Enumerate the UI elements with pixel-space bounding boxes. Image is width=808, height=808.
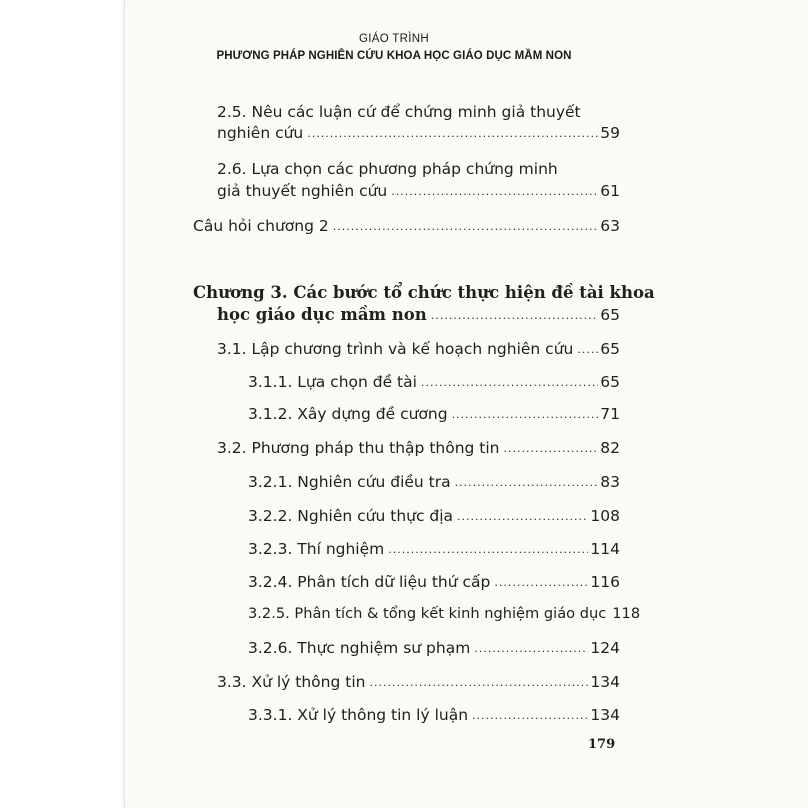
toc-page-number: 63 bbox=[600, 217, 620, 235]
toc-entry-title: 3.2.1. Nghiên cứu điều tra bbox=[248, 473, 451, 491]
toc-entry-title: 3.1. Lập chương trình và kế hoạch nghiên cứu bbox=[217, 340, 574, 358]
running-head-subtitle: PHƯƠNG PHÁP NGHIÊN CỨU KHOA HỌC GIÁO DỤC MẦM NON bbox=[216, 50, 572, 62]
running-head-title: GIÁO TRÌNH bbox=[359, 33, 429, 45]
toc-entry-title: 3.2.2. Nghiên cứu thực địa bbox=[248, 507, 454, 525]
toc-entry-title: 3.1.1. Lựa chọn đề tài bbox=[248, 373, 417, 391]
toc-entry-title: 3.2.4. Phân tích dữ liệu thứ cấp bbox=[248, 573, 491, 591]
leader-dots bbox=[421, 376, 598, 389]
toc-entry-title: học giáo dục mầm non bbox=[217, 305, 427, 324]
toc-entry-questions-ch2 bbox=[193, 217, 620, 235]
toc-chapter-3 bbox=[217, 305, 620, 324]
toc-entry-title: 3.3. Xử lý thông tin bbox=[217, 673, 366, 691]
toc-entry-3-3-1 bbox=[248, 706, 620, 724]
toc-entry-3-2-5 bbox=[248, 605, 641, 622]
leader-dots bbox=[494, 576, 588, 589]
toc-page-number: 61 bbox=[600, 182, 620, 200]
toc-page-number: 83 bbox=[600, 473, 620, 491]
toc-entry-3-2-4 bbox=[248, 573, 620, 591]
toc-entry-2-6 bbox=[217, 182, 620, 200]
toc-entry-title: 3.2.5. Phân tích & tổng kết kinh nghiệm giáo dục bbox=[248, 605, 607, 622]
toc-page-number: 134 bbox=[590, 673, 620, 691]
toc-entry-3-1-1 bbox=[248, 373, 620, 391]
toc-page-number: 114 bbox=[590, 540, 620, 558]
toc-entry-2-5 bbox=[217, 124, 620, 142]
toc-page-number: 108 bbox=[590, 507, 620, 525]
leader-dots bbox=[452, 408, 599, 421]
toc-page-number: 124 bbox=[590, 639, 620, 657]
leader-dots bbox=[457, 510, 588, 523]
leader-dots bbox=[391, 185, 598, 198]
toc-entry-title: 3.3.1. Xử lý thông tin lý luận bbox=[248, 706, 469, 724]
leader-dots bbox=[472, 709, 588, 722]
toc-page-number: 71 bbox=[600, 405, 620, 423]
toc-entry-3-1-2 bbox=[248, 405, 620, 423]
toc-page-number: 116 bbox=[590, 573, 620, 591]
toc-entry-title: 3.2. Phương pháp thu thập thông tin bbox=[217, 439, 500, 457]
toc-entry-title: giả thuyết nghiên cứu bbox=[217, 182, 388, 200]
toc-entry-title: 3.1.2. Xây dựng đề cương bbox=[248, 405, 448, 423]
leader-dots bbox=[455, 476, 599, 489]
toc-page-number: 65 bbox=[600, 306, 620, 324]
toc-entry-3-2-6 bbox=[248, 639, 620, 657]
leader-dots bbox=[577, 343, 598, 356]
toc-entry-title: 3.2.6. Thực nghiệm sư phạm bbox=[248, 639, 471, 657]
toc-page-number: 65 bbox=[600, 340, 620, 358]
toc-entry-title: 3.2.3. Thí nghiệm bbox=[248, 540, 385, 558]
leader-dots bbox=[431, 309, 599, 322]
toc-page-number: 82 bbox=[600, 439, 620, 457]
leader-dots bbox=[474, 642, 588, 655]
toc-entry-2-6-line1: 2.6. Lựa chọn các phương pháp chứng minh bbox=[217, 160, 558, 178]
leader-dots bbox=[307, 127, 598, 140]
leader-dots bbox=[388, 543, 588, 556]
toc-entry-2-5-line1: 2.5. Nêu các luận cứ để chứng minh giả thuyết bbox=[217, 103, 581, 121]
toc-entry-3-2-3 bbox=[248, 540, 620, 558]
toc-entry-3-2 bbox=[217, 439, 620, 457]
toc-entry-title: nghiên cứu bbox=[217, 124, 304, 142]
toc-entry-title: Câu hỏi chương 2 bbox=[193, 217, 329, 235]
toc-page-number: 65 bbox=[600, 373, 620, 391]
page-number: 179 bbox=[588, 737, 616, 752]
toc-entry-3-2-1 bbox=[248, 473, 620, 491]
toc-page-number: 59 bbox=[600, 124, 620, 142]
toc-entry-3-2-2 bbox=[248, 507, 620, 525]
toc-entry-3-3 bbox=[217, 673, 620, 691]
leader-dots bbox=[504, 442, 599, 455]
toc-chapter-3-line1: Chương 3. Các bước tổ chức thực hiện đề tài khoa bbox=[193, 283, 655, 302]
toc-page-number: 118 bbox=[612, 605, 641, 622]
leader-dots bbox=[369, 676, 588, 689]
leader-dots bbox=[333, 220, 599, 233]
toc-entry-3-1 bbox=[217, 340, 620, 358]
toc-page-number: 134 bbox=[590, 706, 620, 724]
